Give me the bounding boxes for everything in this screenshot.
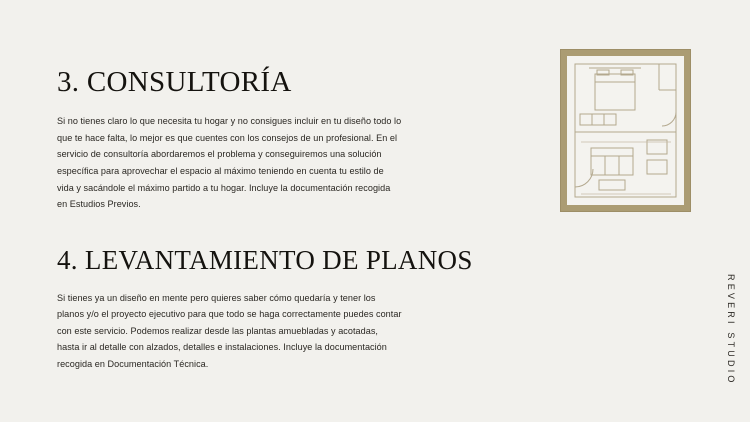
section-title-consultoria: 3. CONSULTORÍA — [57, 66, 292, 98]
section-levantamiento-de-planos — [57, 244, 473, 373]
section-body-levantamiento-de-planos: Si tienes ya un diseño en mente pero quieres saber cómo quedaría y tener los planos y/o el proyecto ejecutivo para que todo se haga correctamente puedes contar con este servicio. Podemos realizar desde las plantas amuebladas y acotadas, hasta ir al detalle con alzados, detalles e instalaciones. Incluye la documentación recogida en Documentación Técnica. — [57, 292, 402, 369]
floor-plan-canvas — [567, 56, 684, 205]
section-title-levantamiento-de-planos: 4. LEVANTAMIENTO DE PLANOS — [57, 244, 473, 275]
floor-plan-thumbnail — [560, 49, 691, 212]
brand-vertical-label: REVERI STUDIO — [726, 274, 736, 386]
content-column — [57, 66, 473, 372]
floor-plan-drawing — [567, 56, 684, 205]
section-consultoria — [57, 66, 402, 213]
section-body-consultoria: Si no tienes claro lo que necesita tu hogar y no consigues incluir en tu diseño todo lo que te hace falta, lo mejor es que cuentes con los consejos de un profesional. En el servicio de consultoría abordaremos el problema y conseguiremos una solución específica para aprovechar el espacio al máximo teniendo en cuenta tu estilo de vida y sacándole el máximo partido a tu hogar. Incluye la documentación recogida en Estudios Previos. — [57, 116, 402, 210]
